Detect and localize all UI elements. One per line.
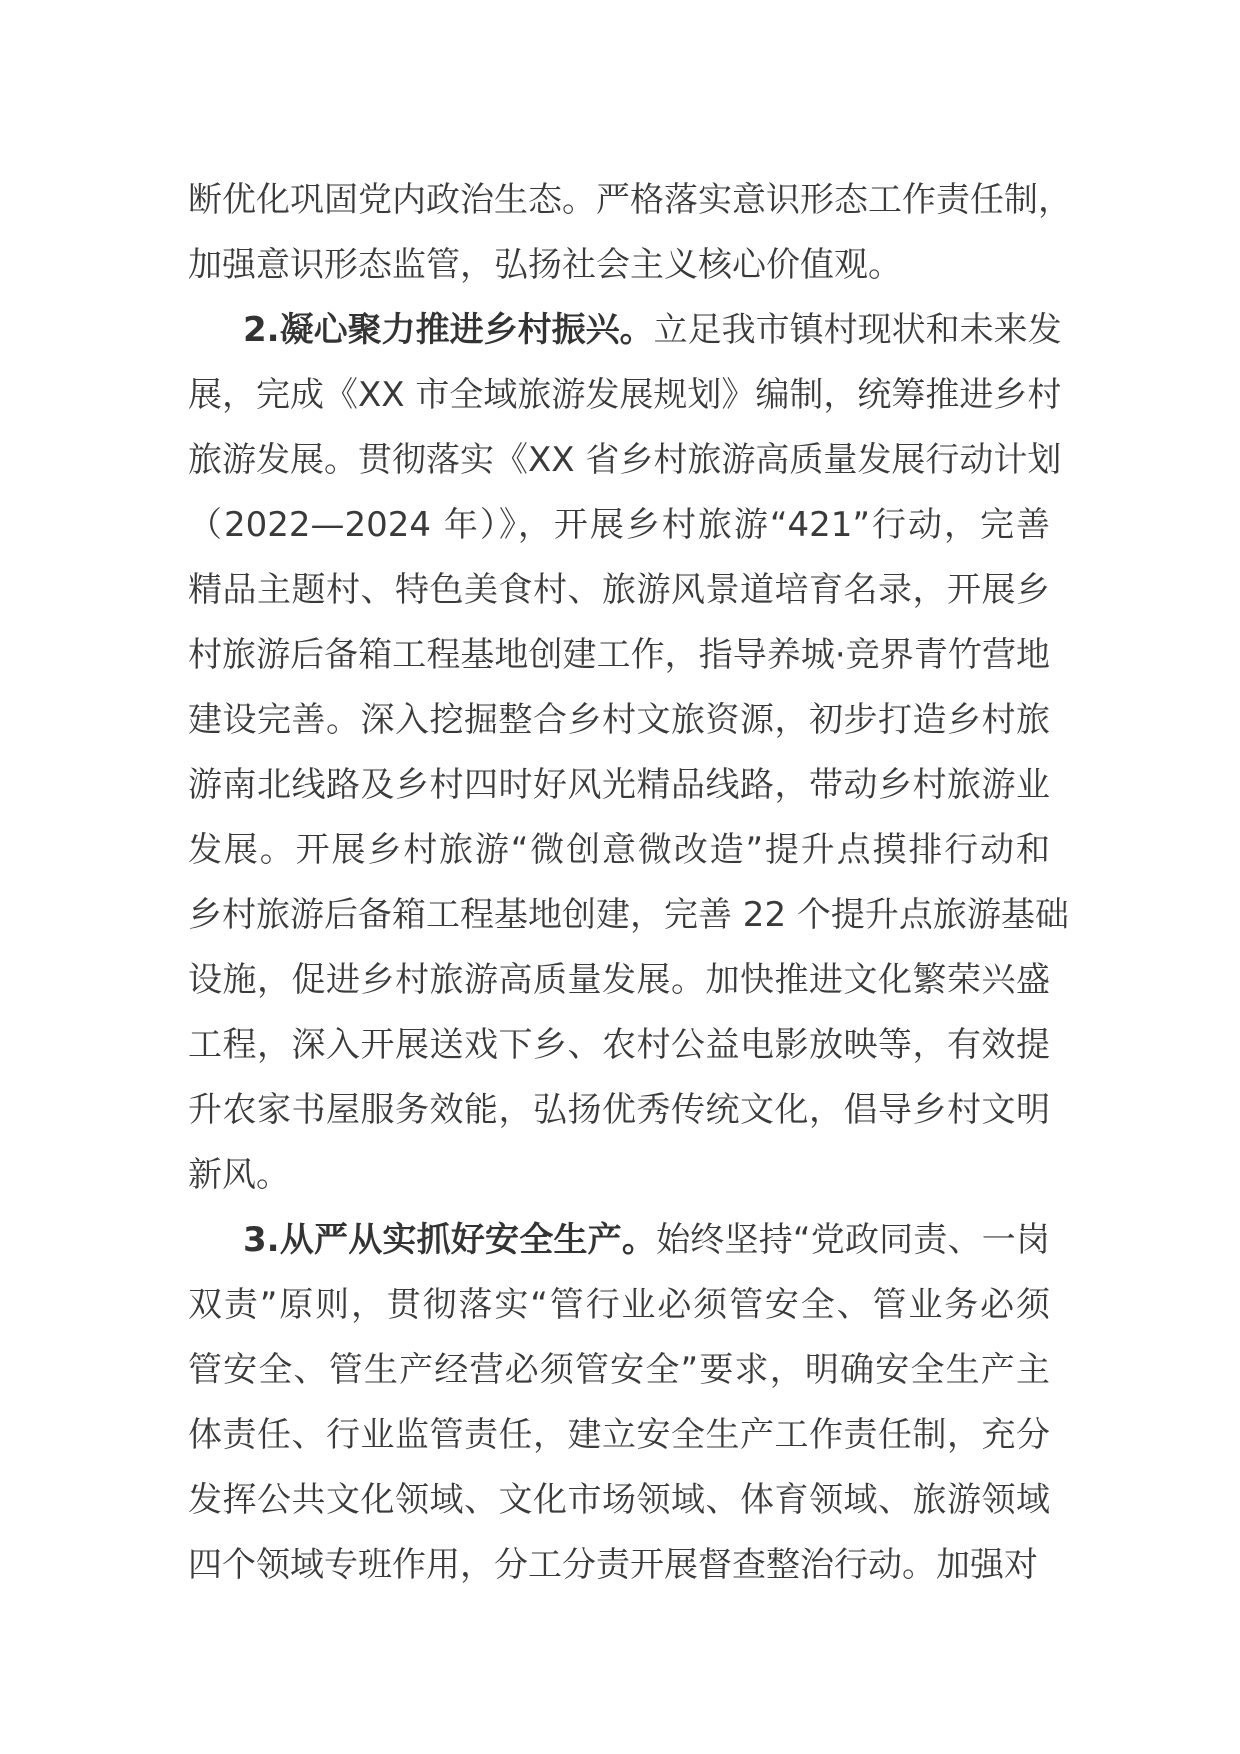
body-text-line: 旅游发展。贯彻落实《XX 省乡村旅游高质量发展行动计划 <box>188 440 1062 480</box>
body-text-line: 断优化巩固党内政治生态。严格落实意识形态工作责任制， <box>188 180 1072 220</box>
section-2-first-line <box>188 298 1062 363</box>
document-page <box>188 168 1072 1598</box>
body-text-line: 新风。 <box>188 1155 290 1195</box>
body-text-line: 精品主题村、特色美食村、旅游风景道培育名录，开展乡 <box>188 570 1050 610</box>
body-text-line: （2022—2024 年）》，开展乡村旅游“421”行动，完善 <box>188 505 1050 545</box>
body-text-line: 升农家书屋服务效能，弘扬优秀传统文化，倡导乡村文明 <box>188 1090 1050 1130</box>
body-text-line: 村旅游后备箱工程基地创建工作，指导养城·竞界青竹营地 <box>188 635 1050 675</box>
body-text-line: 工程，深入开展送戏下乡、农村公益电影放映等，有效提 <box>188 1025 1050 1065</box>
body-text-line: 游南北线路及乡村四时好风光精品线路，带动乡村旅游业 <box>188 765 1050 805</box>
body-text-line: 管安全、管生产经营必须管安全”要求，明确安全生产主 <box>188 1350 1050 1390</box>
body-text-line: 四个领域专班作用，分工分责开展督查整治行动。加强对 <box>188 1545 1038 1585</box>
body-text: 始终坚持“党政同责、一岗 <box>656 1220 1050 1260</box>
body-text-line: 设施，促进乡村旅游高质量发展。加快推进文化繁荣兴盛 <box>188 960 1050 1000</box>
section-3-heading: 3.从严从实抓好安全生产。 <box>243 1220 657 1260</box>
body-text-line: 体责任、行业监管责任，建立安全生产工作责任制，充分 <box>188 1415 1050 1455</box>
section-3-first-line <box>188 1208 1050 1273</box>
body-text-line: 加强意识形态监管，弘扬社会主义核心价值观。 <box>188 245 902 285</box>
body-text-line: 展，完成《XX 市全域旅游发展规划》编制，统筹推进乡村 <box>188 375 1062 415</box>
body-text-line: 发挥公共文化领域、文化市场领域、体育领域、旅游领域 <box>188 1480 1050 1520</box>
body-text-line: 发展。开展乡村旅游“微创意微改造”提升点摸排行动和 <box>188 830 1050 870</box>
body-text-line: 乡村旅游后备箱工程基地创建，完善 22 个提升点旅游基础 <box>188 895 1069 935</box>
body-text: 立足我市镇村现状和未来发 <box>653 310 1062 350</box>
body-text-line: 建设完善。深入挖掘整合乡村文旅资源，初步打造乡村旅 <box>188 700 1050 740</box>
section-2-heading: 2.凝心聚力推进乡村振兴。 <box>243 310 654 350</box>
body-text-line: 双责”原则，贯彻落实“管行业必须管安全、管业务必须 <box>188 1285 1050 1325</box>
